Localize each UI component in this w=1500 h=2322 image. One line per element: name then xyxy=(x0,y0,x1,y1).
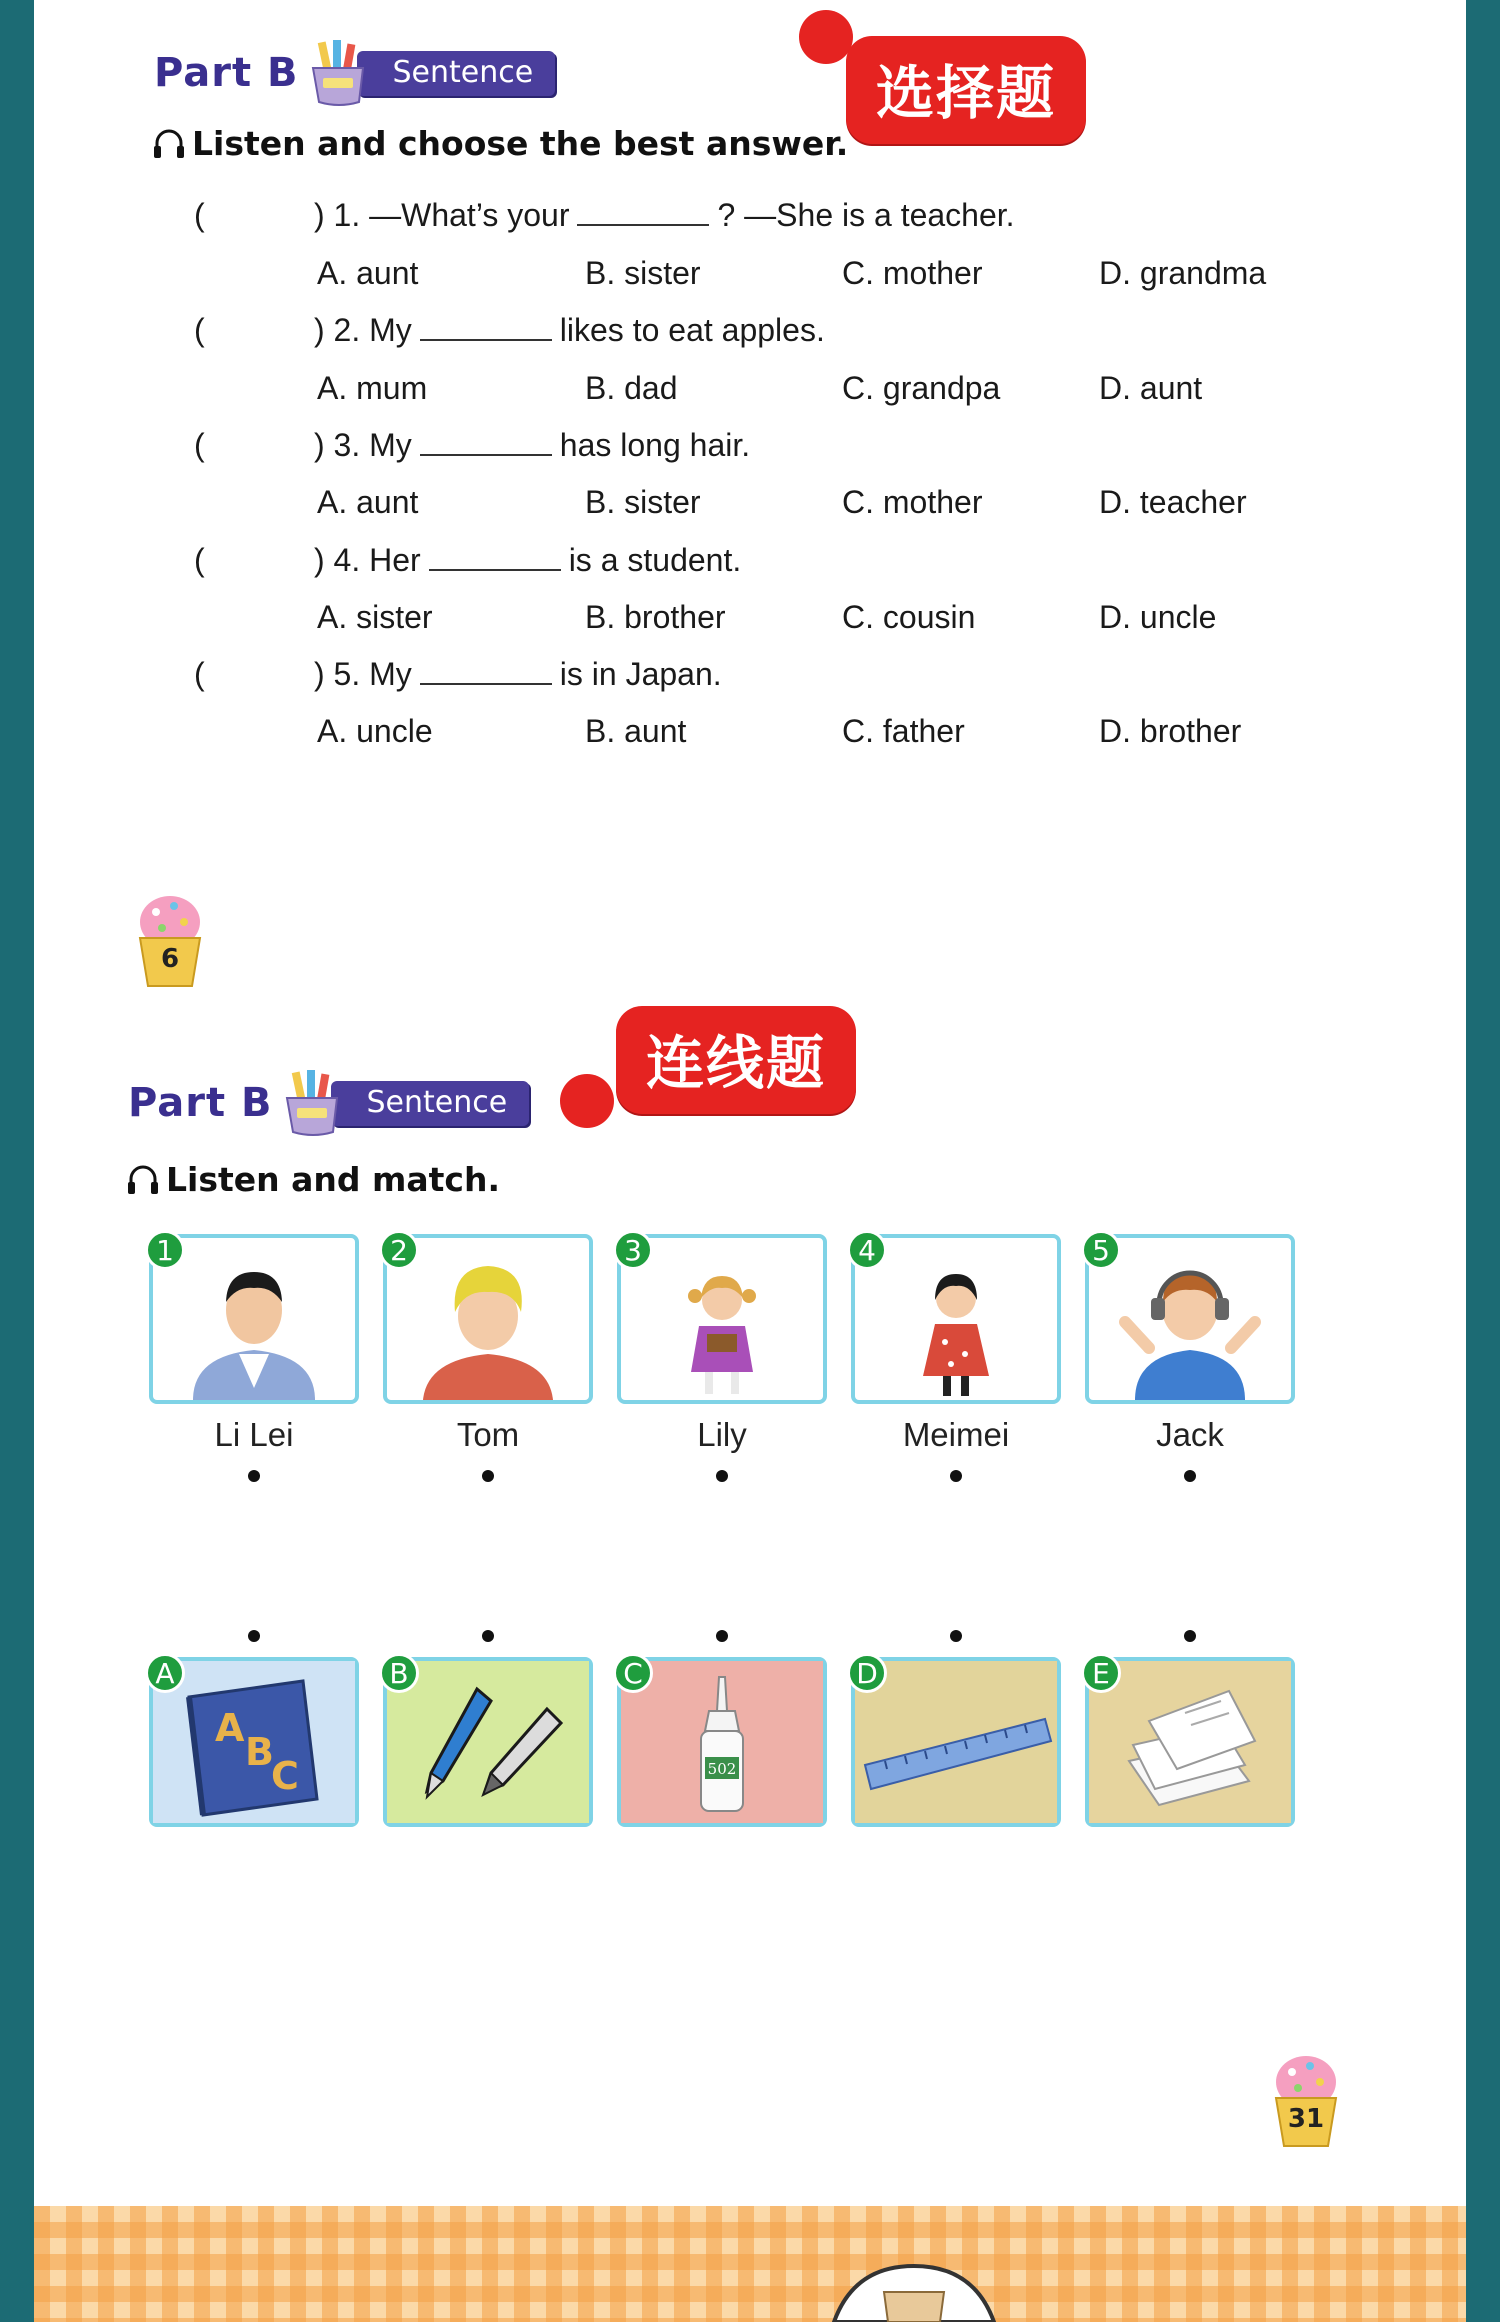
red-dot xyxy=(799,10,853,64)
option-a[interactable]: A. mum xyxy=(317,370,428,406)
question-text-before: My xyxy=(369,656,412,692)
question-number: ) 4. xyxy=(314,542,361,578)
answer-paren[interactable]: ( xyxy=(194,656,205,692)
person-card-1[interactable] xyxy=(149,1234,359,1404)
part-label: Part B xyxy=(154,50,299,96)
options-5 xyxy=(317,713,1317,753)
options-1 xyxy=(317,255,1317,295)
option-d[interactable]: D. brother xyxy=(1099,713,1242,749)
basket-icon xyxy=(814,2262,1014,2322)
paper-icon xyxy=(1089,1661,1291,1823)
question-text-before: My xyxy=(369,312,412,348)
question-number: ) 3. xyxy=(314,427,361,463)
svg-text:C: C xyxy=(271,1754,299,1798)
options-4 xyxy=(317,599,1317,639)
instruction-text: Listen and match. xyxy=(166,1160,501,1199)
instruction-2 xyxy=(126,1160,500,1199)
question-number: ) 1. xyxy=(314,197,361,233)
girl-portrait-icon xyxy=(855,1238,1057,1400)
question-2 xyxy=(194,312,825,349)
option-d[interactable]: D. teacher xyxy=(1099,484,1247,520)
question-text-before: Her xyxy=(369,542,421,578)
option-c[interactable]: C. mother xyxy=(842,484,983,520)
person-card-4[interactable] xyxy=(851,1234,1061,1404)
option-a[interactable]: A. aunt xyxy=(317,255,419,291)
answer-blank[interactable] xyxy=(577,198,709,226)
option-c[interactable]: C. mother xyxy=(842,255,983,291)
option-a[interactable]: A. uncle xyxy=(317,713,433,749)
option-a[interactable]: A. sister xyxy=(317,599,433,635)
headphones-icon xyxy=(126,1163,160,1197)
sentence-badge: Sentence xyxy=(357,51,556,96)
book-icon xyxy=(153,1661,355,1823)
person-card-5[interactable] xyxy=(1085,1234,1295,1404)
question-text-after: has long hair. xyxy=(559,427,751,463)
answer-paren[interactable]: ( xyxy=(194,312,205,348)
question-3 xyxy=(194,427,750,464)
page-number-cupcake xyxy=(134,892,206,988)
answer-blank[interactable] xyxy=(420,428,552,456)
answer-paren[interactable]: ( xyxy=(194,197,205,233)
object-card-c[interactable] xyxy=(617,1657,827,1827)
pencil-cup-icon xyxy=(281,1068,345,1138)
answer-blank[interactable] xyxy=(420,313,552,341)
option-b[interactable]: B. brother xyxy=(585,599,726,635)
svg-text:A: A xyxy=(215,1706,245,1750)
person-name: Li Lei xyxy=(214,1416,294,1453)
letter-badge: A xyxy=(145,1653,185,1693)
match-dot[interactable] xyxy=(482,1630,494,1642)
options-3 xyxy=(317,484,1317,524)
match-dot[interactable] xyxy=(716,1630,728,1642)
answer-paren[interactable]: ( xyxy=(194,542,205,578)
sentence-badge: Sentence xyxy=(331,1081,530,1126)
number-badge: 3 xyxy=(613,1230,653,1270)
part-b-header-2 xyxy=(128,1068,529,1138)
options-2 xyxy=(317,370,1317,410)
glue-icon xyxy=(621,1661,823,1823)
question-4 xyxy=(194,542,741,579)
option-d[interactable]: D. uncle xyxy=(1099,599,1217,635)
option-a[interactable]: A. aunt xyxy=(317,484,419,520)
option-b[interactable]: B. dad xyxy=(585,370,678,406)
number-badge: 5 xyxy=(1081,1230,1121,1270)
match-dot[interactable] xyxy=(950,1630,962,1642)
boy-portrait-icon xyxy=(153,1238,355,1400)
red-dot xyxy=(560,1074,614,1128)
blond-boy-portrait-icon xyxy=(387,1238,589,1400)
option-c[interactable]: C. grandpa xyxy=(842,370,1001,406)
letter-badge: E xyxy=(1081,1653,1121,1693)
girl-portrait-icon xyxy=(621,1238,823,1400)
pens-icon xyxy=(387,1661,589,1823)
object-card-a[interactable] xyxy=(149,1657,359,1827)
ruler-icon xyxy=(855,1661,1057,1823)
number-badge: 1 xyxy=(145,1230,185,1270)
question-1 xyxy=(194,197,1015,234)
object-card-b[interactable] xyxy=(383,1657,593,1827)
match-dot[interactable] xyxy=(716,1470,728,1482)
question-text-after: likes to eat apples. xyxy=(559,312,825,348)
page-number: 31 xyxy=(1287,2104,1325,2134)
glue-label: 502 xyxy=(707,1760,737,1778)
question-number: ) 2. xyxy=(314,312,361,348)
object-card-d[interactable] xyxy=(851,1657,1061,1827)
headphones-icon xyxy=(152,127,186,161)
worksheet-page xyxy=(34,0,1466,2322)
match-dot[interactable] xyxy=(1184,1630,1196,1642)
match-dot[interactable] xyxy=(1184,1470,1196,1482)
part-b-header-1 xyxy=(154,38,555,108)
pencil-cup-icon xyxy=(307,38,371,108)
page-number-cupcake xyxy=(1270,2052,1342,2148)
person-name: Meimei xyxy=(902,1416,1010,1453)
option-d[interactable]: D. grandma xyxy=(1099,255,1267,291)
answer-blank[interactable] xyxy=(429,543,561,571)
person-card-3[interactable] xyxy=(617,1234,827,1404)
question-number: ) 5. xyxy=(314,656,361,692)
svg-text:B: B xyxy=(245,1730,274,1774)
option-c[interactable]: C. father xyxy=(842,713,965,749)
option-b[interactable]: B. aunt xyxy=(585,713,687,749)
question-type-tag: 选择题 xyxy=(846,36,1086,144)
option-b[interactable]: B. sister xyxy=(585,484,701,520)
answer-paren[interactable]: ( xyxy=(194,427,205,463)
option-c[interactable]: C. cousin xyxy=(842,599,976,635)
option-b[interactable]: B. sister xyxy=(585,255,701,291)
option-d[interactable]: D. aunt xyxy=(1099,370,1203,406)
person-name: Lily xyxy=(697,1416,747,1453)
number-badge: 2 xyxy=(379,1230,419,1270)
match-dot[interactable] xyxy=(950,1470,962,1482)
question-text-after: ? —She is a teacher. xyxy=(717,197,1015,233)
checkered-footer xyxy=(34,2206,1466,2322)
match-dot[interactable] xyxy=(248,1470,260,1482)
question-type-tag: 连线题 xyxy=(616,1006,856,1114)
number-badge: 4 xyxy=(847,1230,887,1270)
question-text-before: My xyxy=(369,427,412,463)
question-text-after: is a student. xyxy=(568,542,742,578)
person-name: Tom xyxy=(456,1416,520,1453)
part-label: Part B xyxy=(128,1080,273,1126)
question-text-after: is in Japan. xyxy=(559,656,722,692)
letter-badge: C xyxy=(613,1653,653,1693)
answer-blank[interactable] xyxy=(420,657,552,685)
instruction-1 xyxy=(152,124,848,163)
page-number: 6 xyxy=(160,944,180,974)
question-5 xyxy=(194,656,722,693)
instruction-text: Listen and choose the best answer. xyxy=(192,124,849,163)
boy-headphones-portrait-icon xyxy=(1089,1238,1291,1400)
person-name: Jack xyxy=(1156,1416,1224,1453)
person-card-2[interactable] xyxy=(383,1234,593,1404)
match-dot[interactable] xyxy=(482,1470,494,1482)
letter-badge: B xyxy=(379,1653,419,1693)
letter-badge: D xyxy=(847,1653,887,1693)
match-dot[interactable] xyxy=(248,1630,260,1642)
question-text-before: —What’s your xyxy=(369,197,570,233)
object-card-e[interactable] xyxy=(1085,1657,1295,1827)
